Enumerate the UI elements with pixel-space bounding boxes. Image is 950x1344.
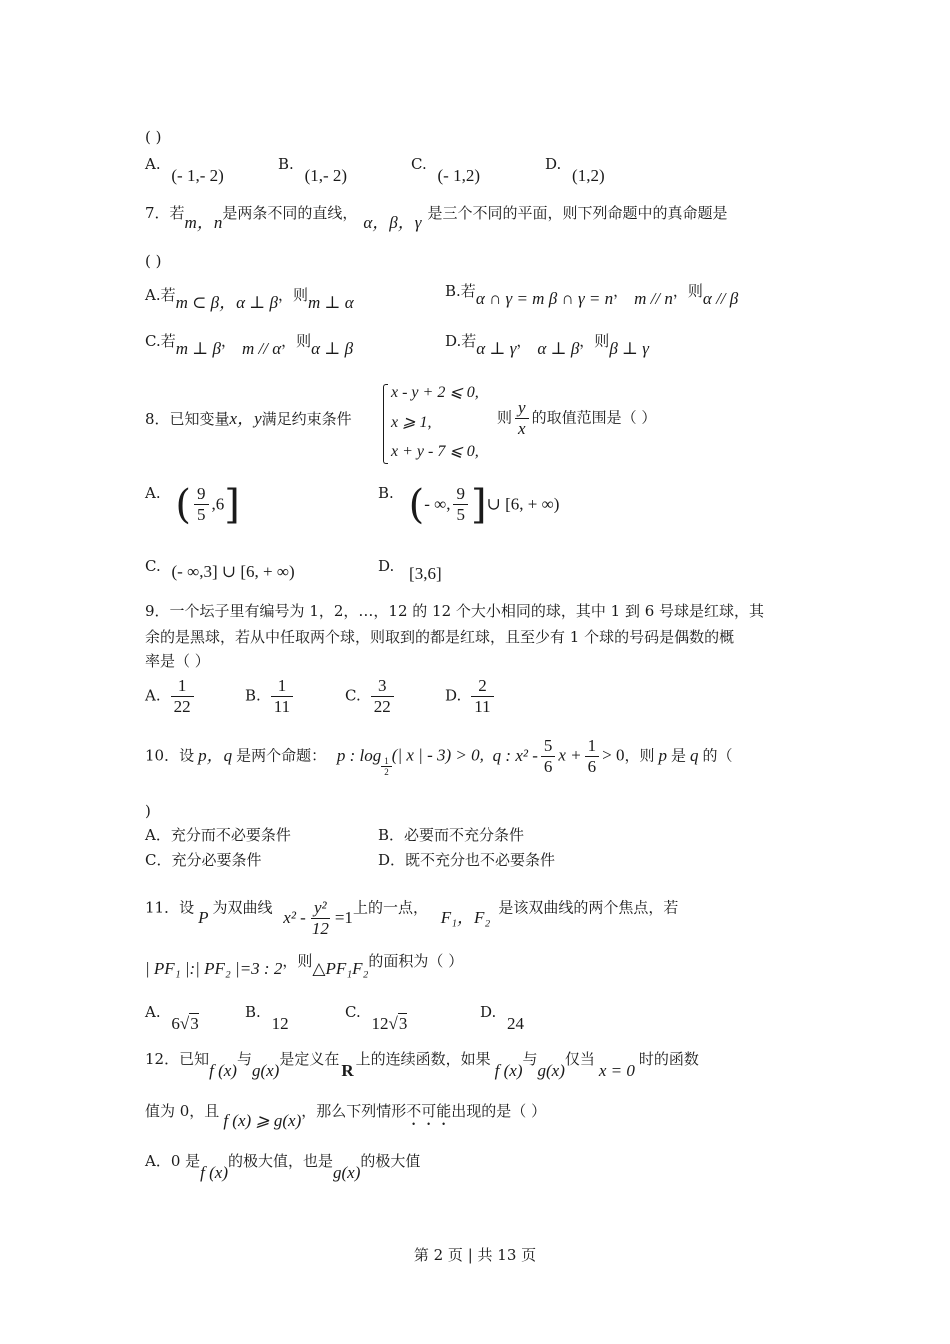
q6-option-b: B. (1,- 2) [278,155,348,185]
constraint-brace [383,384,388,464]
q10-option-a: A．充分而不必要条件 [145,826,291,844]
constraint-2: x ⩾ 1, [391,414,432,431]
q8-stem-a: 8．已知变量x，y满足约束条件 [145,409,352,428]
q7-option-c: C.若m ⊥ β， m // α，则α ⊥ β [145,332,354,358]
q9-line-1: 9．一个坛子里有编号为 1，2，…，12 的 12 个大小相同的球，其中 1 到 6 号球是红球，其 [145,602,765,620]
q9-line-3: 率是（ ） [145,652,210,670]
q10-stem: 10．设 p，q 是两个命题： p : log $\frac{1}{2}$ (| x | - 3) > 0, q : x² - $\frac{5}{6}$ x + $\frac{1}{6}$ > 0，则 p 是 q 的（ [145,736,733,777]
q12-stem-2: 值为 0，且 f (x) ⩾ g(x)，那么下列情形不可能出现的是（ ） [145,1102,547,1130]
q11-stem-2: | PF₁ |:| PF₂ |=3 : 2，则△PF₁F₂的面积为（ ） [145,952,464,978]
constraint-1: x - y + 2 ⩽ 0, [391,384,479,401]
constraint-3: x + y - 7 ⩽ 0, [391,443,479,460]
q6-option-a: A. (- 1,- 2) [145,155,224,185]
q8-option-d: D. [3,6] [378,557,442,583]
q8-option-c: C. (- ∞,3] ∪ [6, + ∞) [145,557,295,581]
q8-option-b: B. (- ∞, $\frac{9}{5}$ ]∪ [6, + ∞) [378,481,560,528]
q8-stem-b: 则 $\frac{y}{x}$ 的取值范围是（ ） [497,398,657,438]
q12-option-a: A．0 是f (x)的极大值，也是g(x)的极大值 [145,1152,421,1182]
q7-option-d: D.若α ⊥ γ， α ⊥ β，则β ⊥ γ [445,332,649,358]
q10-option-b: B．必要而不充分条件 [378,826,525,844]
q6-blank: ( ) [145,128,162,146]
q6-option-d: D. (1,2) [545,155,605,185]
q7-option-a: A.若m ⊂ β，α ⊥ β，则m ⊥ α [145,286,354,312]
q12-stem-1: 12．已知f (x)与g(x)是定义在R上的连续函数，如果f (x)与g(x)仅当x = 0时的函数 [145,1050,699,1080]
y-over-x: $\frac{y}{x}$ [515,398,529,439]
q9-option-b: B. $\frac{1}{11}$ [245,676,296,717]
q11-stem: 11．设 P 为双曲线 x² - $\frac{\text{y²}}{12}$ =1上的一点， F₁，F₂ 是该双曲线的两个焦点，若 [145,898,679,938]
q7-blank: ( ) [145,252,162,270]
emphasis-text: 不可能 [406,1102,452,1120]
page-footer: 第 2 页 | 共 13 页 [413,1246,537,1264]
q9-option-d: D. $\frac{2}{11}$ [445,676,497,717]
q10-close-paren: ) [145,802,151,820]
q10-option-d: D．既不充分也不必要条件 [378,851,556,869]
q7-stem: 7．若m，n是两条不同的直线， α，β，γ 是三个不同的平面，则下列命题中的真命题是 [145,204,728,232]
q11-option-a: A. 6√3 [145,1003,199,1033]
q9-option-a: A. $\frac{1}{22}$ [145,676,197,717]
q11-option-b: B. 12 [245,1003,289,1033]
q10-option-c: C．充分必要条件 [145,851,262,869]
q11-option-c: C. 12√3 [345,1003,408,1033]
q6-option-c: C. (- 1,2) [411,155,480,185]
q9-option-c: C. $\frac{3}{22}$ [345,676,397,717]
q8-option-a: A. ( $\frac{9}{5}$ ,6] [145,481,240,528]
q7-option-b: B.若α ∩ γ = m β ∩ γ = n， m // n，则α // β [445,282,739,308]
q9-line-2: 余的是黑球，若从中任取两个球，则取到的都是红球，且至少有 1 个球的号码是偶数的概 [145,628,735,646]
q11-option-d: D. 24 [480,1003,525,1033]
